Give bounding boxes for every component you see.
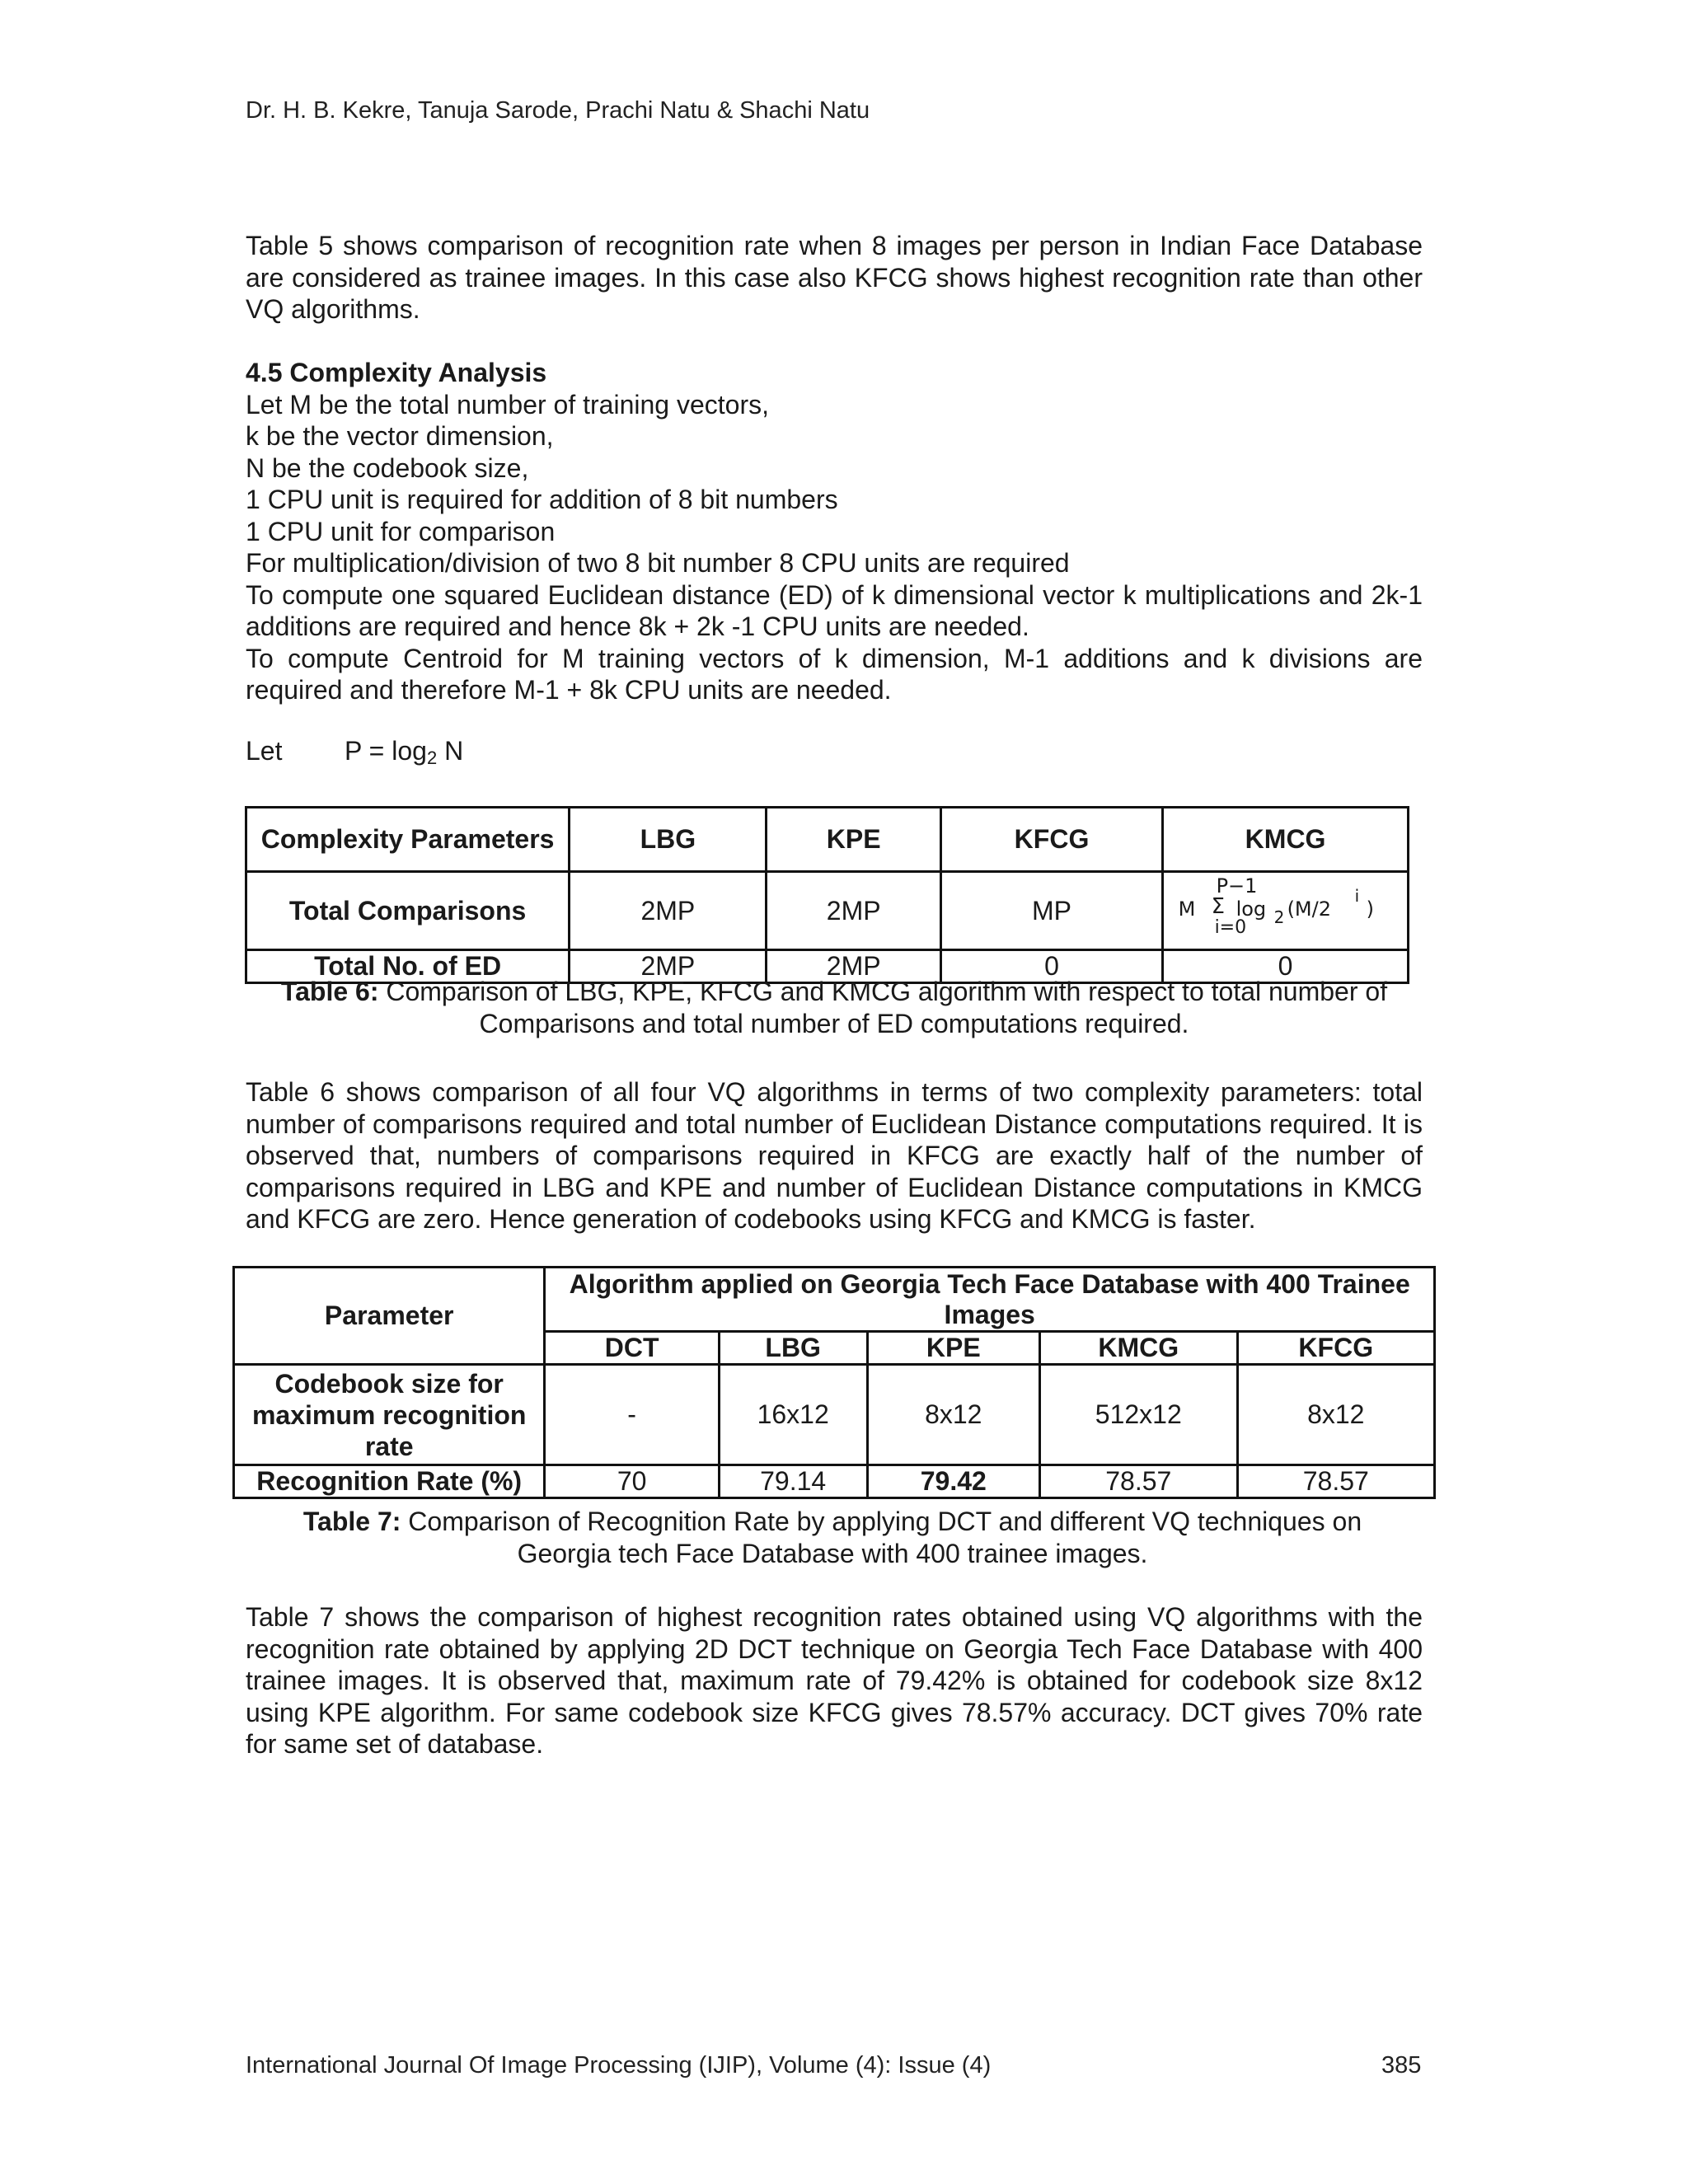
formula-argument: (M/2 bbox=[1287, 898, 1331, 921]
column-header: KMCG bbox=[1163, 808, 1409, 872]
table-cell: 8x12 bbox=[867, 1365, 1040, 1465]
equation-log-base: 2 bbox=[426, 748, 438, 768]
caption-label: Table 6: bbox=[280, 977, 379, 1006]
caption-label: Table 7: bbox=[302, 1507, 401, 1536]
table-cell: 2MP bbox=[570, 872, 767, 950]
formula-exponent: i bbox=[1354, 886, 1360, 906]
sum-upper-limit: P−1 bbox=[1216, 874, 1258, 898]
table-cell: 0 bbox=[1163, 950, 1409, 983]
formula-close-paren: ) bbox=[1366, 898, 1374, 921]
table-cell: 78.57 bbox=[1040, 1465, 1238, 1498]
table-row bbox=[234, 1365, 1435, 1465]
definition-line: For multiplication/division of two 8 bit number 8 CPU units are required bbox=[246, 548, 1070, 578]
journal-footer: International Journal Of Image Processing (IJIP), Volume (4): Issue (4) bbox=[246, 2052, 992, 2079]
table-cell: 70 bbox=[545, 1465, 719, 1498]
equation-left: P = log bbox=[345, 736, 427, 766]
group-header: Algorithm applied on Georgia Tech Face Database with 400 Trainee Images bbox=[545, 1268, 1435, 1332]
page-number: 385 bbox=[1381, 2052, 1422, 2079]
table-cell: 79.14 bbox=[719, 1465, 867, 1498]
table-cell: 512x12 bbox=[1040, 1365, 1238, 1465]
complexity-table bbox=[245, 806, 1409, 984]
table-row bbox=[234, 1465, 1435, 1498]
table-header-row bbox=[246, 808, 1409, 872]
paragraph-table7-summary: Table 7 shows the comparison of highest recognition rates obtained using VQ algorithms with the recognition rate obtained by applying 2D DCT technique on Georgia Tech Face Database with 400 trainee images. It is observed that, maximum rate of 79.42% is obtained for codebook size 8x12 using KPE algorithm. For same codebook size KFCG gives 78.57% accuracy. DCT gives 70% rate for same set of database. bbox=[246, 1602, 1423, 1759]
column-header: LBG bbox=[719, 1332, 867, 1365]
caption-text: Comparison of LBG, KPE, KFCG and KMCG algorithm with respect to total number of Comparisons and total number of ED computations required. bbox=[378, 977, 1388, 1038]
column-header: LBG bbox=[570, 808, 767, 872]
column-header: KPE bbox=[767, 808, 940, 872]
table-cell: 16x12 bbox=[719, 1365, 867, 1465]
centroid-cost-text: To compute Centroid for M training vectors of k dimension, M-1 additions and k divisions are required and therefore M-1 + 8k CPU units are needed. bbox=[246, 643, 1423, 705]
definition-line: 1 CPU unit is required for addition of 8 bit numbers bbox=[246, 485, 838, 514]
row-label: Total Comparisons bbox=[246, 872, 570, 950]
section-heading: 4.5 Complexity Analysis bbox=[246, 358, 547, 387]
summation-symbol: Σ bbox=[1211, 894, 1225, 919]
p-definition-equation bbox=[345, 736, 463, 769]
column-header: Complexity Parameters bbox=[246, 808, 570, 872]
caption-text: Comparison of Recognition Rate by applying DCT and different VQ techniques on Georgia tech Face Database with 400 trainee images. bbox=[401, 1507, 1362, 1568]
formula-m: M bbox=[1178, 898, 1196, 921]
kmcg-formula-cell bbox=[1163, 872, 1409, 950]
paragraph-table6-summary: Table 6 shows comparison of all four VQ algorithms in terms of two complexity parameters: total number of comparisons required and total number of Euclidean Distance computations required. It is observed that, numbers of comparisons required in KFCG are exactly half of the number of comparisons required in LBG and KPE and number of Euclidean Distance computations in KMCG and KFCG are zero. Hence generation of codebooks using KFCG and KMCG is faster. bbox=[246, 1077, 1423, 1234]
table-cell-highlight: 79.42 bbox=[867, 1465, 1040, 1498]
recognition-rate-table bbox=[232, 1266, 1436, 1499]
row-label: Recognition Rate (%) bbox=[234, 1465, 545, 1498]
paragraph-table5-summary: Table 5 shows comparison of recognition rate when 8 images per person in Indian Face Database are considered as trainee images. In this case also KFCG shows highest recognition rate than other VQ algorithms. bbox=[246, 231, 1423, 324]
definition-line: Let M be the total number of training vectors, bbox=[246, 389, 769, 419]
table-cell: MP bbox=[940, 872, 1162, 950]
definition-line: 1 CPU unit for comparison bbox=[246, 516, 556, 546]
table-cell: 2MP bbox=[570, 950, 767, 983]
complexity-section bbox=[246, 357, 1423, 706]
column-header: KFCG bbox=[940, 808, 1162, 872]
table-cell: 0 bbox=[940, 950, 1162, 983]
equation-right: N bbox=[437, 736, 464, 766]
table-cell: 2MP bbox=[767, 872, 940, 950]
column-header: KPE bbox=[867, 1332, 1040, 1365]
table7-caption bbox=[280, 1506, 1385, 1569]
row-label: Total No. of ED bbox=[246, 950, 570, 983]
definition-line: k be the vector dimension, bbox=[246, 421, 554, 451]
row-label: Codebook size for maximum recognition rate bbox=[234, 1365, 545, 1465]
definition-line: N be the codebook size, bbox=[246, 452, 529, 483]
formula-log-base: 2 bbox=[1273, 907, 1285, 927]
formula-log: log bbox=[1236, 898, 1267, 921]
running-header: Dr. H. B. Kekre, Tanuja Sarode, Prachi Natu & Shachi Natu bbox=[246, 97, 870, 124]
table-cell: - bbox=[545, 1365, 719, 1465]
table-cell: 2MP bbox=[767, 950, 940, 983]
column-header: KMCG bbox=[1040, 1332, 1238, 1365]
table-header-row bbox=[234, 1268, 1435, 1332]
parameter-header: Parameter bbox=[234, 1268, 545, 1365]
kmcg-comparison-formula bbox=[1179, 873, 1393, 942]
ed-cost-text: To compute one squared Euclidean distance (ED) of k dimensional vector k multiplications and 2k-1 additions are required and hence 8k + 2k -1 CPU units are needed. bbox=[246, 579, 1423, 641]
table6-caption bbox=[246, 976, 1423, 1039]
let-label: Let bbox=[246, 736, 283, 766]
table-cell: 8x12 bbox=[1237, 1365, 1434, 1465]
table-row bbox=[246, 872, 1409, 950]
sum-lower-limit: i=0 bbox=[1214, 917, 1247, 938]
column-header: KFCG bbox=[1237, 1332, 1434, 1365]
column-header: DCT bbox=[545, 1332, 719, 1365]
table-cell: 78.57 bbox=[1237, 1465, 1434, 1498]
